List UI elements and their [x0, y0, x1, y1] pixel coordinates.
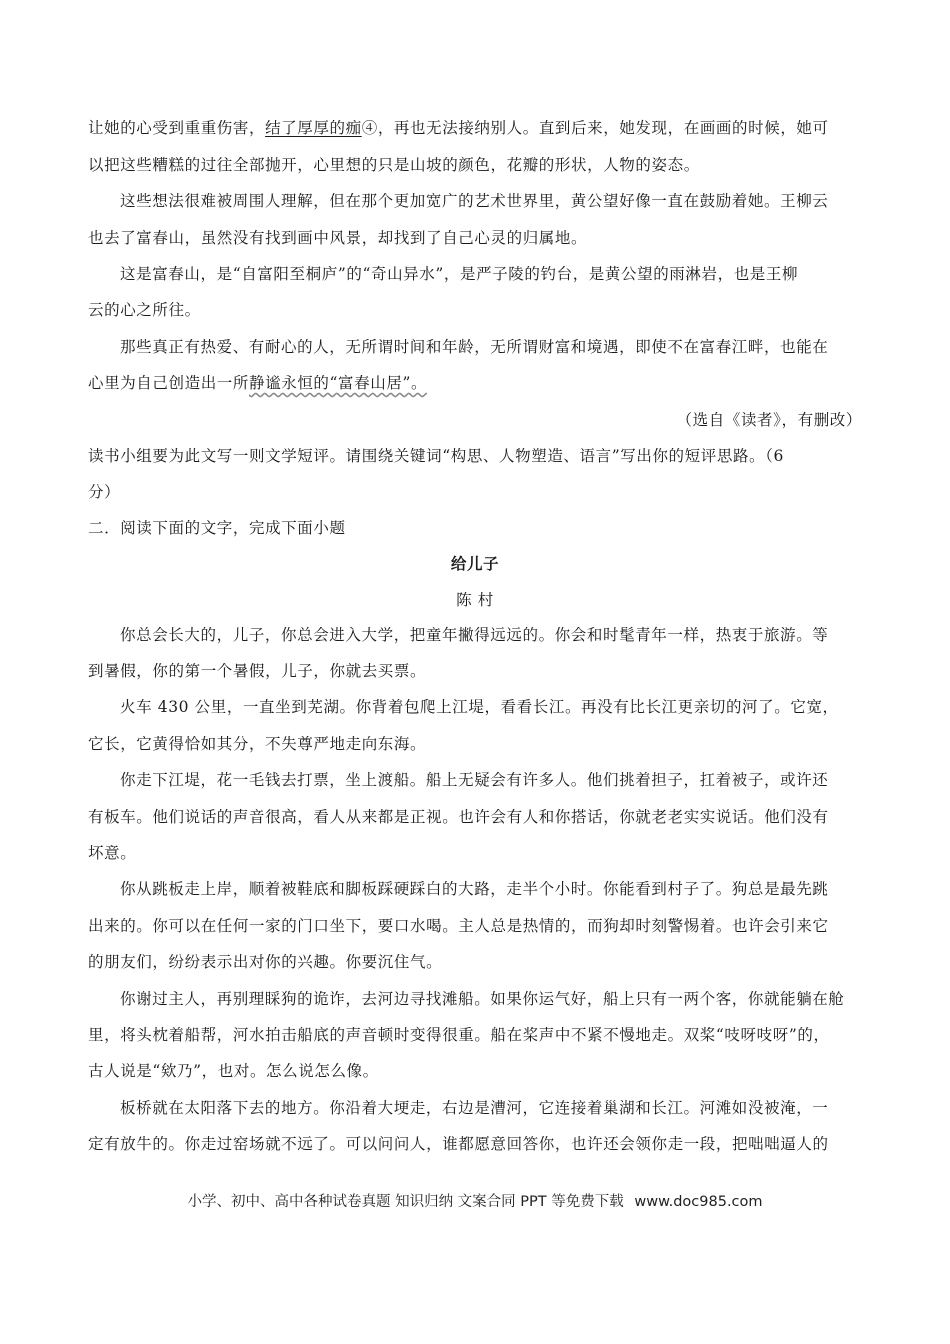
- paragraph-line: 你从跳板走上岸，顺着被鞋底和脚板踩硬踩白的大路，走半个小时。你能看到村子了。狗总是最先跳: [120, 880, 829, 898]
- page-footer: [0, 1190, 950, 1211]
- paragraph-line: 那些真正有热爱、有耐心的人，无所谓时间和年龄，无所谓财富和境遇，即使不在富春江畔，也能在: [120, 338, 829, 356]
- paragraph-line: [88, 373, 860, 393]
- paragraph-line: 你总会长大的，儿子，你总会进入大学，把童年撇得远远的。你会和时髦青年一样，热衷于旅游。等: [120, 626, 829, 644]
- paragraph-line: 也去了富春山，虽然没有找到画中风景，却找到了自己心灵的归属地。: [88, 229, 588, 247]
- footer-link[interactable]: www.doc985.com: [634, 1194, 763, 1210]
- paragraph-line: 定有放牛的。你走过窑场就不远了。可以问问人，谁都愿意回答你，也许还会领你走一段，把咄咄逼人的: [88, 1135, 829, 1153]
- paragraph-line: 你谢过主人，再别理睬狗的诡诈，去河边寻找滩船。如果你运气好，船上只有一两个客，你就能躺在舱: [120, 990, 845, 1008]
- text-span: 让她的心受到重重伤害，: [88, 119, 266, 137]
- paragraph-line: 的朋友们，纷纷表示出对你的兴趣。你要沉住气。: [88, 953, 443, 971]
- footer-text: 小学、初中、高中各种试卷真题 知识归纳 文案合同 PPT 等免费下载: [187, 1194, 624, 1210]
- paragraph-line: 这些想法很难被周围人理解，但在那个更加宽广的艺术世界里，黄公望好像一直在鼓励着她。王柳云: [120, 192, 829, 210]
- article-title: 给儿子: [450, 554, 500, 573]
- paragraph-line: 里，将头枕着船帮，河水拍击船底的声音顿时变得很重。船在桨声中不紧不慢地走。双桨“吱呀吱呀”的，: [88, 1026, 830, 1044]
- article-author: 陈 村: [456, 591, 494, 609]
- paragraph-line: 有板车。他们说话的声音很高，看人从来都是正视。也许会有人和你搭话，你就老老实实说话。他们没有: [88, 808, 829, 826]
- question-line: 读书小组要为此文写一则文学短评。请围绕关键词“构思、人物塑造、语言”写出你的短评思路。（6: [88, 447, 784, 465]
- paragraph-line: 出来的。你可以在任何一家的门口坐下，要口水喝。主人总是热情的，而狗却时刻警惕着。也许会引来它: [88, 917, 829, 935]
- paragraph-line: 它长，它黄得恰如其分，不失尊严地走向东海。: [88, 735, 427, 753]
- paragraph-line: 云的心之所往。: [88, 301, 201, 319]
- paragraph-line: 坏意。: [88, 844, 137, 862]
- source-citation: （选自《读者》，有删改）: [676, 411, 862, 429]
- paragraph-line: 这是富春山，是“自富阳至桐庐”的“奇山异水”，是严子陵的钓台，是黄公望的雨淋岩，也是王柳: [120, 265, 799, 283]
- paragraph-line: 到暑假，你的第一个暑假，儿子，你就去买票。: [88, 662, 427, 680]
- text-span: 心里为自己创造出一所: [88, 374, 250, 392]
- wavy-underlined-phrase: 静谧永恒的“富春山居”。: [249, 374, 428, 392]
- underlined-phrase: 结了厚厚的痂: [265, 119, 362, 137]
- section-heading: 二．阅读下面的文字，完成下面小题: [88, 519, 346, 537]
- paragraph-line: 你走下江堤，花一毛钱去打票，坐上渡船。船上无疑会有许多人。他们挑着担子，扛着被子，或许还: [120, 771, 829, 789]
- paragraph-line: 板桥就在太阳落下去的地方。你沿着大埂走，右边是漕河，它连接着巢湖和长江。河滩如没被淹，一: [120, 1099, 829, 1117]
- text-span: ④，再也无法接纳别人。直到后来，她发现，在画画的时候，她可: [361, 119, 829, 137]
- paragraph-line: 以把这些糟糕的过往全部抛开，心里想的只是山坡的颜色，花瓣的形状，人物的姿态。: [88, 156, 700, 174]
- paragraph-line: 火车 430 公里，一直坐到芜湖。你背着包爬上江堤，看看长江。再没有比长江更亲切的河了。它宽，: [120, 698, 839, 716]
- question-line: 分）: [88, 483, 121, 501]
- paragraph-line: [88, 118, 860, 138]
- paragraph-line: 古人说是“欸乃”，也对。怎么说怎么像。: [88, 1062, 379, 1080]
